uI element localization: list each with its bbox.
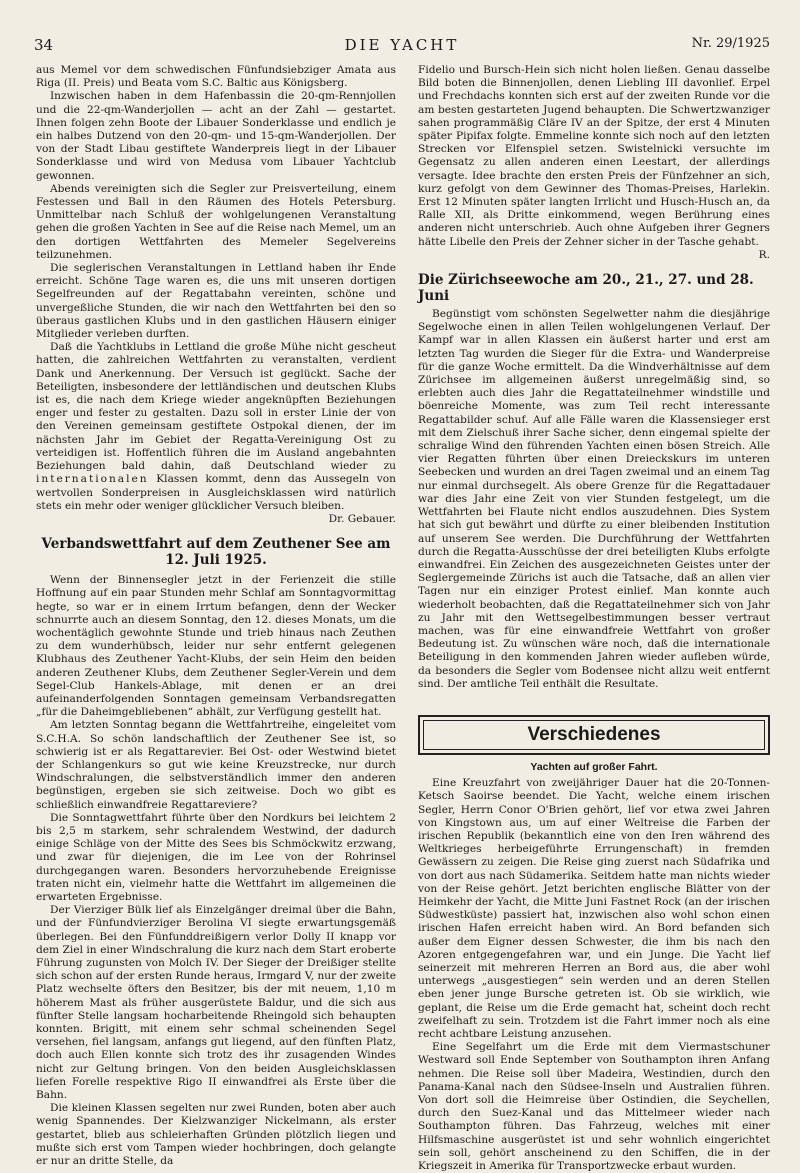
article-heading: Die Zürichseewoche am 20., 21., 27. und 28. Juni (418, 272, 754, 305)
issue-number: Nr. 29/1925 (691, 36, 770, 51)
sub-heading: Yachten auf großer Fahrt. (530, 760, 658, 773)
paragraph: Die Sonntagwettfahrt führte über den Nordkurs bei leichtem 2 bis 2,5 m starkem, sehr schralendem Westwind, der dadurch einige Schläge von der Mitte des Sees bis Schmöckwitz erzwang, und zwar für diejenigen, die im Lee von der Rohrinsel durchgegangen waren. Besonders hervorzuhebende Ereignisse traten nicht ein, vielmehr hatte die Wettfahrt im allgemeinen die erwarteten Ergebnisse. (36, 811, 396, 903)
article-heading: Verbandswettfahrt auf dem Zeuthener See am 12. Juli 1925. (41, 536, 391, 569)
page-number: 34 (34, 36, 54, 54)
paragraph: Eine Segelfahrt um die Erde mit dem Viermastschuner Westward soll Ende September von Southampton ihren Anfang nehmen. Die Reise soll über Madeira, Westindien, durch den Panama-Kanal nach den Südsee-Inseln und Australien führen. Von dort soll die Heimreise über Ostindien, die Seychellen, durch den Suez-Kanal und das Mittelmeer wieder nach Southampton führen. Das Fahrzeug, welches mit einer Hilfsmaschine ausgerüstet ist und sehr wohnlich eingerichtet sein soll, gehört anscheinend zu den Schiffen, die in der Kriegszeit in Amerika für Transportzwecke erbaut wurden. (418, 1041, 770, 1173)
spaced-emphasis: internationalen (36, 473, 149, 486)
paragraph: Begünstigt vom schönsten Segelwetter nahm die diesjährige Segelwoche einen in allen Teilen wohlgelungenen Verlauf. Der Kampf war in allen Klassen ein äußerst harter und erst am letzten Tag wurden die Sieger für die Extra- und Wanderpreise für die ganze Woche ermittelt. Da die Windverhältnisse auf dem Zürichsee im allgemeinen äußerst unregelmäßig sind, so erlebten auch dies Jahr die Regattateilnehmer windstille und böenreiche Momente, was zum Teil recht interessante Regattabilder schuf. Auf alle Fälle waren die Klassensieger erst mit dem Zielschuß ihrer Sache sicher, denn eingemal spielte der schralige Wind den führenden Yachten einen bösen Streich. Alle vier Regatten führten über einen Dreieckskurs im unteren Seebecken und wurden an drei Tagen zweimal und an einem Tag nur einmal durchsegelt. Als obere Grenze für die Regattadauer war dies Jahr eine Zeit von vier Stunden festgelegt, um die Wettfahrten bei Flaute nicht endlos auszudehnen. Dies System hat sich gut bewährt und dürfte zu einer bleibenden Institution auf unserem See werden. Die Durchführung der Wettfahrten durch die Regatta-Ausschüsse der drei beteiligten Klubs erfolgte einwandfrei. Ein Zeichen des ausgezeichneten Geistes unter der Seglergemeinde Zürichs ist auch die Tatsache, daß an allen vier Tagen nur ein einziger Protest einlief. Man konnte auch wiederholt beobachten, daß die Regattateilnehmer sich von Jahr zu Jahr mit den Wettsegelbestimmungen besser vertraut machen, was für eine einwandfreie Wettfahrt von großer Bedeutung ist. Zu wünschen wäre noch, daß die internationale Beteiligung in den kommenden Jahren wieder aufleben würde, da besonders die Segler vom Bodensee nicht allzu weit entfernt sind. Der amtliche Teil enthält die Resultate. (418, 308, 770, 690)
right-column (418, 64, 770, 1173)
section-title: Verschiedenes (423, 720, 765, 750)
paragraph: Abends vereinigten sich die Segler zur Preisverteilung, einem Festessen und Ball in den Räumen des Hotels Petersburg. Unmittelbar nach Schluß der wohlgelungenen Veranstaltung gehen die großen Yachten in See auf die Reise nach Memel, um an den dortigen Wettfahrten des Memeler Segelvereins teilzunehmen. (36, 182, 396, 261)
paragraph-text: Daß die Yachtklubs in Lettland die große Mühe nicht gescheut hatten, die zahlreichen Wettfahrten zu veranstalten, verdient Dank und Anerkennung. Der Versuch ist geglückt. Sache der Beteiligten, insbesondere der lettländischen und deutschen Klubs ist es, die nach dem Kriege wieder angeknüpften Beziehungen enger und fester zu gestalten. Dazu soll in erster Linie der von den Vereinen gemeinsam gestiftete Ostpokal dienen, der im nächsten Jahr im Gebiet der Regatta-Vereinigung Ost zu verteidigen ist. Hoffentlich führen die im Ausland angebahnten Beziehungen bald dahin, daß Deutschland wieder zu (36, 341, 396, 473)
paragraph: Fidelio und Bursch-Hein sich nicht holen ließen. Genau dasselbe Bild boten die Binnenjollen, denen Liebling III davonlief. Erpel und Frechdachs konnten sich erst auf der zweiten Runde vor die am besten gestarteten Jugend behaupten. Die Schwertzwanziger sahen programmäßig Cläre IV an der Spitze, der erst 4 Minuten später Pipifax folgte. Emmeline konnte sich noch auf den letzten Strecken vor Elfenspiel setzen. Swistelnicki versuchte im Gegensatz zu allen anderen einen Leestart, der allerdings versagte. Idee brachte den ersten Preis der Fünfzehner an sich, kurz gefolgt von dem Gewinner des Thomas-Preises, Harlekin. Erst 12 Minuten später langten Irrlicht und Husch-Husch an, da Ralle XII, als Dritte einkommend, wegen Berührung eines anderen nicht unterschrieb. Auch ohne Aufgeben ihrer Gegners hätte Libelle den Preis der Zehner sicher in der Tasche gehabt. (418, 64, 770, 248)
journal-title: DIE YACHT (344, 36, 460, 54)
paragraph: Die kleinen Klassen segelten nur zwei Runden, boten aber auch wenig Spannendes. Der Kielzwanziger Nickelmann, als erster gestartet, blieb aus schleierhaften Gründen plötzlich liegen und mußte sich erst vom Tampen wieder hochbringen, doch gelangte er nur an dritte Stelle, da (36, 1102, 396, 1168)
author-signature: R. (758, 248, 770, 261)
section-box (418, 715, 770, 755)
paragraph: Eine Kreuzfahrt von zweijähriger Dauer hat die 20-Tonnen-Ketsch Saoirse beendet. Die Yacht, welche einem irischen Segler, Herrn Conor O'Brien gehört, lief vor etwa zwei Jahren von Kingstown aus, um auf einer Weltreise die Farben der irischen Republik (bekanntlich eine von den Iren während des Weltkrieges herbeigeführte Errungenschaft) in fremden Gewässern zu zeigen. Die Reise ging zuerst nach Südafrika und von dort aus nach Südamerika. Seitdem hatte man nichts wieder von der Reise gehört. Jetzt berichten englische Blätter von der Heimkehr der Yacht, die Mitte Juni Fastnet Rock (an der irischen Südwestküste) passiert hat, inzwischen also wohl schon einen irischen Hafen erreicht haben wird. An Bord befanden sich außer dem Eigner dessen Schwester, die ihm bis nach den Azoren entgegengefahren war, und ein Junge. Die Yacht lief seinerzeit mit mehreren Herren an Bord aus, die aber wohl unterwegs „ausgestiegen“ sein werden und an deren Stellen eben jener junge Bursche getreten ist. Ob sie wirklich, wie geplant, die Reise um die Erde gemacht hat, scheint doch recht zweifelhaft zu sein. Trotzdem ist die Fahrt immer noch als eine recht achtbare Leistung anzusehen. (418, 777, 770, 1040)
left-column (36, 64, 396, 1168)
page-header (34, 36, 770, 60)
paragraph: Wenn der Binnensegler jetzt in der Ferienzeit die stille Hoffnung auf ein paar Stunden mehr Schlaf am Sonntagvormittag hegte, so war er in einem Irrtum befangen, denn der Wecker schnurrte auch an diesem Sonntag, den 12. dieses Monats, um die wochentäglich gewohnte Stunde und trieb hinaus nach Zeuthen zu dem wunderhübsch, leider nur sehr entfernt gelegenen Klubhaus des Zeuthener Yacht-Klubs, der sein Heim den beiden anderen Zeuthener Klubs, dem Zeuthener Segler-Verein und dem Segel-Club Hankels-Ablage, mit denen er an drei aufeinanderfolgenden Sonntagen gemeinsam Verbandsregatten „für die Daheimgebliebenen“ abhält, zur Verfügung gestellt hat. (36, 574, 396, 719)
paragraph: Die seglerischen Veranstaltungen in Lettland haben ihr Ende erreicht. Schöne Tage waren es, die uns mit unseren dortigen Segelfreunden auf der Regattabahn vereinten, schöne und unvergeßliche Stunden, die wir nach den Wettfahrten bei den so überaus gastlichen Klubs und in den gastlichen Häusern einiger Mitglieder verleben durften. (36, 262, 396, 341)
paragraph: aus Memel vor dem schwedischen Fünfundsiebziger Amata aus Riga (II. Preis) und Beata vom S.C. Baltic aus Königsberg. (36, 64, 396, 90)
paragraph-text: Klassen kommt, denn das Aussegeln von wertvollen Sonderpreisen in Ausgleichsklassen wird natürlich stets ein mehr oder weniger glücklicher Versuch bleiben. (36, 473, 396, 512)
paragraph (36, 341, 396, 513)
paragraph: Inzwischen haben in dem Hafenbassin die 20-qm-Rennjollen und die 22-qm-Wanderjollen — acht an der Zahl — gestartet. Ihnen folgen zehn Boote der Libauer Sonderklasse und endlich je ein halbes Dutzend von den 20-qm- und 15-qm-Wanderjollen. Der von der Stadt Libau gestiftete Wanderpreis liegt in der Libauer Sonderklasse und wird von Medusa vom Libauer Yachtclub gewonnen. (36, 90, 396, 182)
author-signature: Dr. Gebauer. (328, 512, 396, 525)
paragraph: Am letzten Sonntag begann die Wettfahrtreihe, eingeleitet vom S.C.H.A. So schön landschaftlich der Zeuthener See ist, so schwierig ist er als Regattarevier. Bei Ost- oder Westwind bietet der Schlangenkurs so gut wie keine Kreuzstrecke, nur durch Windschralungen, die selbstverständlich immer den anderen begünstigen, ergeben sie sich zeitweise. Doch wo gibt es schließlich einwandfreie Regattareviere? (36, 719, 396, 811)
paragraph: Der Vierziger Bülk lief als Einzelgänger dreimal über die Bahn, und der Fünfundvierziger Berolina VI siegte erwartungsgemäß überlegen. Bei den Fünfunddreißigern verlor Dolly II knapp vor dem Ziel in einer Windschralung die kurz nach dem Start eroberte Führung zugunsten von Molch IV. Der Sieger der Dreißiger stellte sich schon auf der ersten Runde heraus, Irmgard V, nur der zweite Platz wechselte öfters den Besitzer, bis der mit neuem, 1,10 m höherem Mast als früher ausgerüstete Baldur, und die sich aus fünfter Stelle langsam hocharbeitende Rheingold sich behaupten konnten. Brigitt, mit einem sehr schmal scheinenden Segel versehen, fiel langsam, anfangs gut liegend, auf den fünften Platz, doch auch Ellen konnte sich trotz des ihr zusagenden Windes nicht zur Geltung bringen. Von den beiden Ausgleichsklassen liefen Forelle respektive Rigo II einwandfrei als Erste über die Bahn. (36, 904, 396, 1102)
